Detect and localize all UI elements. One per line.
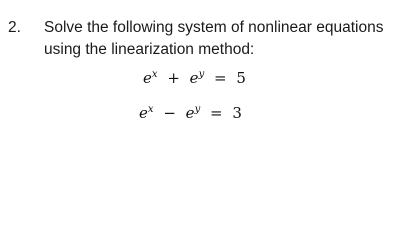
eq1-term2-base: e [189,69,199,87]
eq1-term1-base: e [143,69,152,87]
eq2-term1-base: e [139,104,148,122]
eq2-equals: = [210,104,223,122]
eq1-operator: + [167,69,180,87]
eq2-term2-base: e [185,104,195,122]
eq2-rhs: 3 [232,104,242,122]
problem-number: 2. [8,19,21,36]
eq1-equals: = [214,69,227,87]
problem-statement [44,17,404,61]
eq1-rhs: 5 [236,69,246,87]
equation-1 [143,68,246,88]
eq2-term1-exponent: x [147,104,154,115]
eq1-term1-exponent: x [151,69,158,80]
equation-2 [139,103,242,123]
eq2-term2-exponent: y [194,104,201,115]
eq1-term2-exponent: y [198,69,205,80]
statement-line-2: using the linearization method: [44,41,255,58]
eq2-operator: − [163,104,176,122]
statement-line-1: Solve the following system of nonlinear equations [44,19,384,36]
